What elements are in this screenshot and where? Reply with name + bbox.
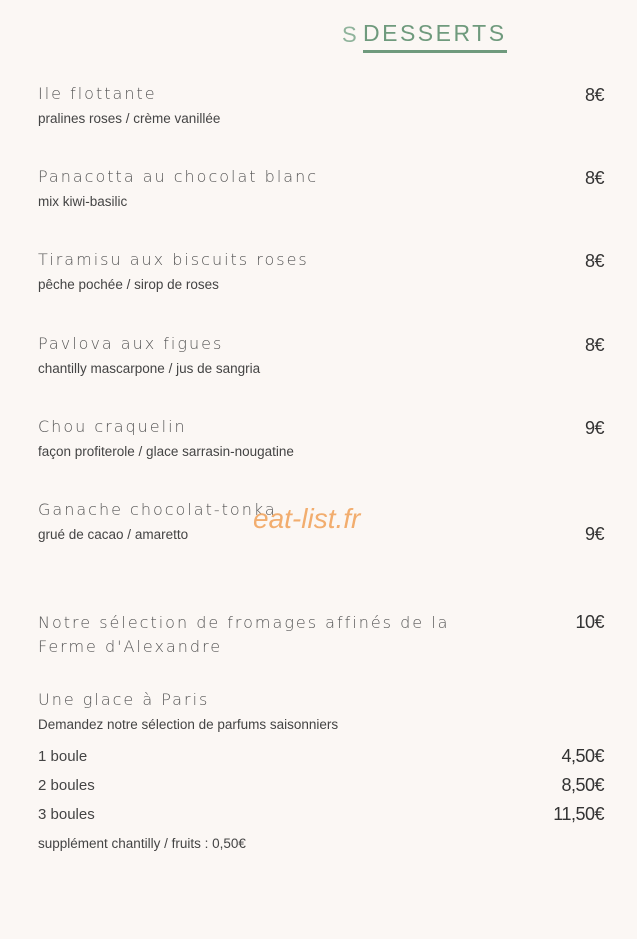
scoop-price: 4,50€ [561,746,604,766]
item-price: 8€ [584,85,604,105]
scoop-price: 11,50€ [553,804,604,824]
item-description: mix kiwi-basilic [38,194,128,209]
item-price: 9€ [584,524,604,544]
scoop-option [38,775,604,797]
scoop-option [38,746,604,768]
supplement-note: supplément chantilly / fruits : 0,50€ [38,836,246,851]
tab-previous[interactable]: S [342,22,359,47]
item-description: grué de cacao / amaretto [38,527,189,542]
item-price: 8€ [584,168,604,188]
item-name: Notre sélection de fromages affinés de la Ferme d'Alexandre [38,613,450,656]
scoop-label: 1 boule [38,748,88,765]
item-description: Demandez notre sélection de parfums saisonniers [38,717,339,732]
item-name: Ganache chocolat-tonka [38,500,277,519]
item-name: Tiramisu aux biscuits roses [38,250,309,269]
item-name: Panacotta au chocolat blanc [38,167,318,186]
menu-item [38,417,604,459]
scoop-option [38,804,604,826]
menu-item [38,167,604,209]
menu-item [38,250,604,292]
menu-item-ice-cream [38,690,604,732]
menu-item-cheese [38,611,604,659]
watermark-logo: eat-list.fr [253,503,361,534]
menu-header [0,20,637,56]
item-price: 8€ [584,335,604,355]
scoop-label: 3 boules [38,806,95,823]
item-name: Chou craquelin [38,417,187,436]
item-description: pêche pochée / sirop de roses [38,277,219,292]
tab-desserts[interactable]: DESSERTS [363,20,507,53]
item-description: chantilly mascarpone / jus de sangria [38,361,261,376]
menu-item [38,84,604,126]
item-name: Pavlova aux figues [38,334,224,353]
scoop-price: 8,50€ [561,775,604,795]
item-name: Ile flottante [38,84,157,103]
menu-item [38,334,604,376]
item-price: 9€ [584,418,604,438]
scoop-label: 2 boules [38,777,95,794]
item-description: façon profiterole / glace sarrasin-nougatine [38,444,294,459]
item-description: pralines roses / crème vanillée [38,111,221,126]
item-name: Une glace à Paris [38,690,210,709]
item-price: 8€ [584,251,604,271]
item-price: 10€ [575,612,604,632]
